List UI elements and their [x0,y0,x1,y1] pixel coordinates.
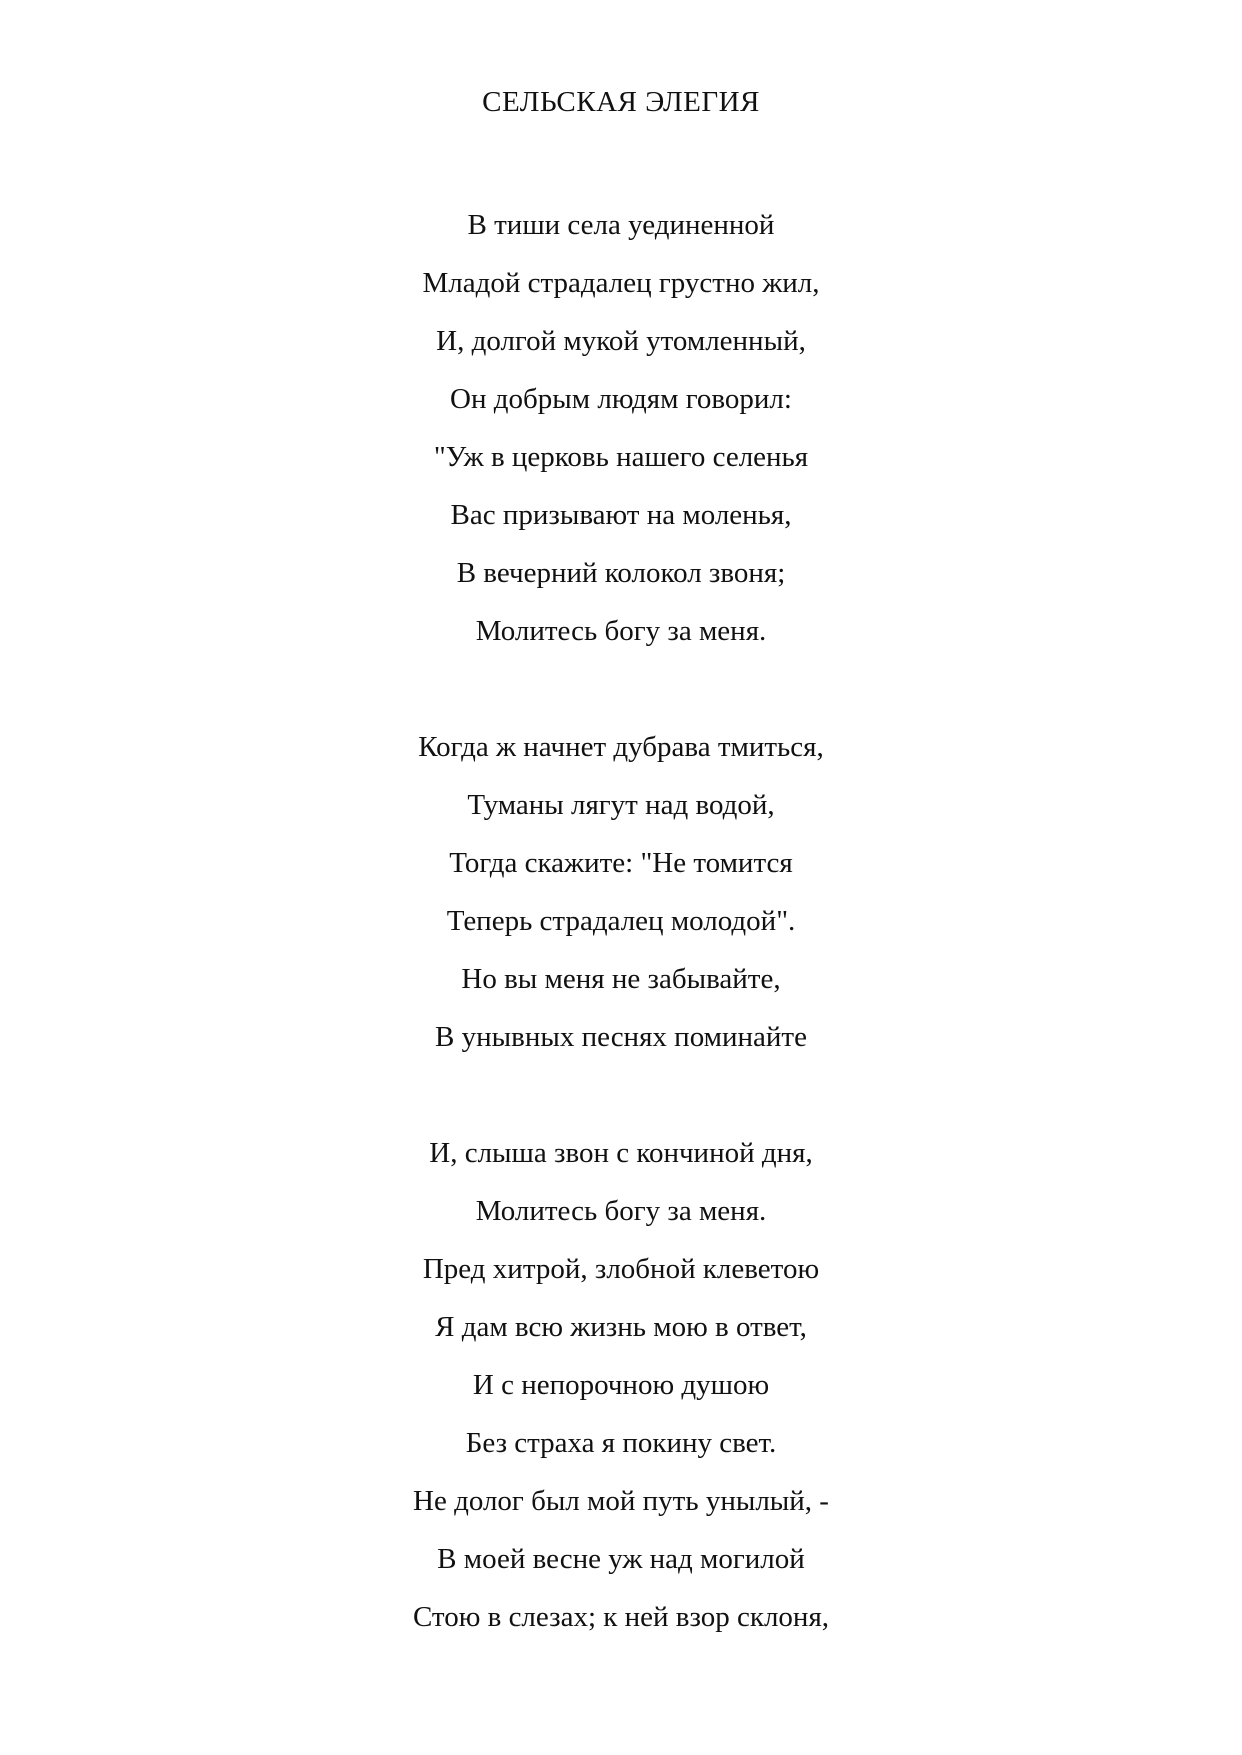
poem-line: Тогда скажите: "Не томится [449,847,793,879]
poem-line: В моей весне уж над могилой [437,1543,805,1575]
poem-line: И, слыша звон с кончиной дня, [429,1137,813,1169]
poem-line: Без страха я покину свет. [465,1427,777,1459]
poem-line: В тиши села уединенной [467,209,775,241]
stanza-2 [0,718,1242,1066]
poem-line: Молитесь богу за меня. [475,615,767,647]
poem-line: Он добрым людям говорил: [450,383,792,415]
poem-line: Когда ж начнет дубрава тмиться, [418,731,824,763]
poem-line: И с непорочною душою [472,1369,770,1401]
poem-line: В вечерний колокол звоня; [456,557,786,589]
poem-line: В унывных песнях поминайте [435,1021,807,1053]
stanza-3 [0,1124,1242,1646]
poem-line: Пред хитрой, злобной клеветою [422,1253,820,1285]
poem-line: Туманы лягут над водой, [467,789,775,821]
poem-line: Стою в слезах; к ней взор склоня, [412,1601,830,1633]
poem-line: Вас призывают на моленья, [450,499,792,531]
poem-line: Я дам всю жизнь мою в ответ, [435,1311,807,1343]
poem-line: "Уж в церковь нашего селенья [433,441,809,473]
poem-line: Младой страдалец грустно жил, [422,267,820,299]
poem-body [0,196,1242,1704]
poem-line: Не долог был мой путь унылый, - [413,1485,829,1517]
stanza-1 [0,196,1242,660]
poem-line: Но вы меня не забывайте, [461,963,781,995]
poem-line: И, долгой мукой утомленный, [436,325,806,357]
poem-title: СЕЛЬСКАЯ ЭЛЕГИЯ [482,86,760,118]
poem-line: Теперь страдалец молодой". [446,905,796,937]
poem-line: Молитесь богу за меня. [475,1195,767,1227]
